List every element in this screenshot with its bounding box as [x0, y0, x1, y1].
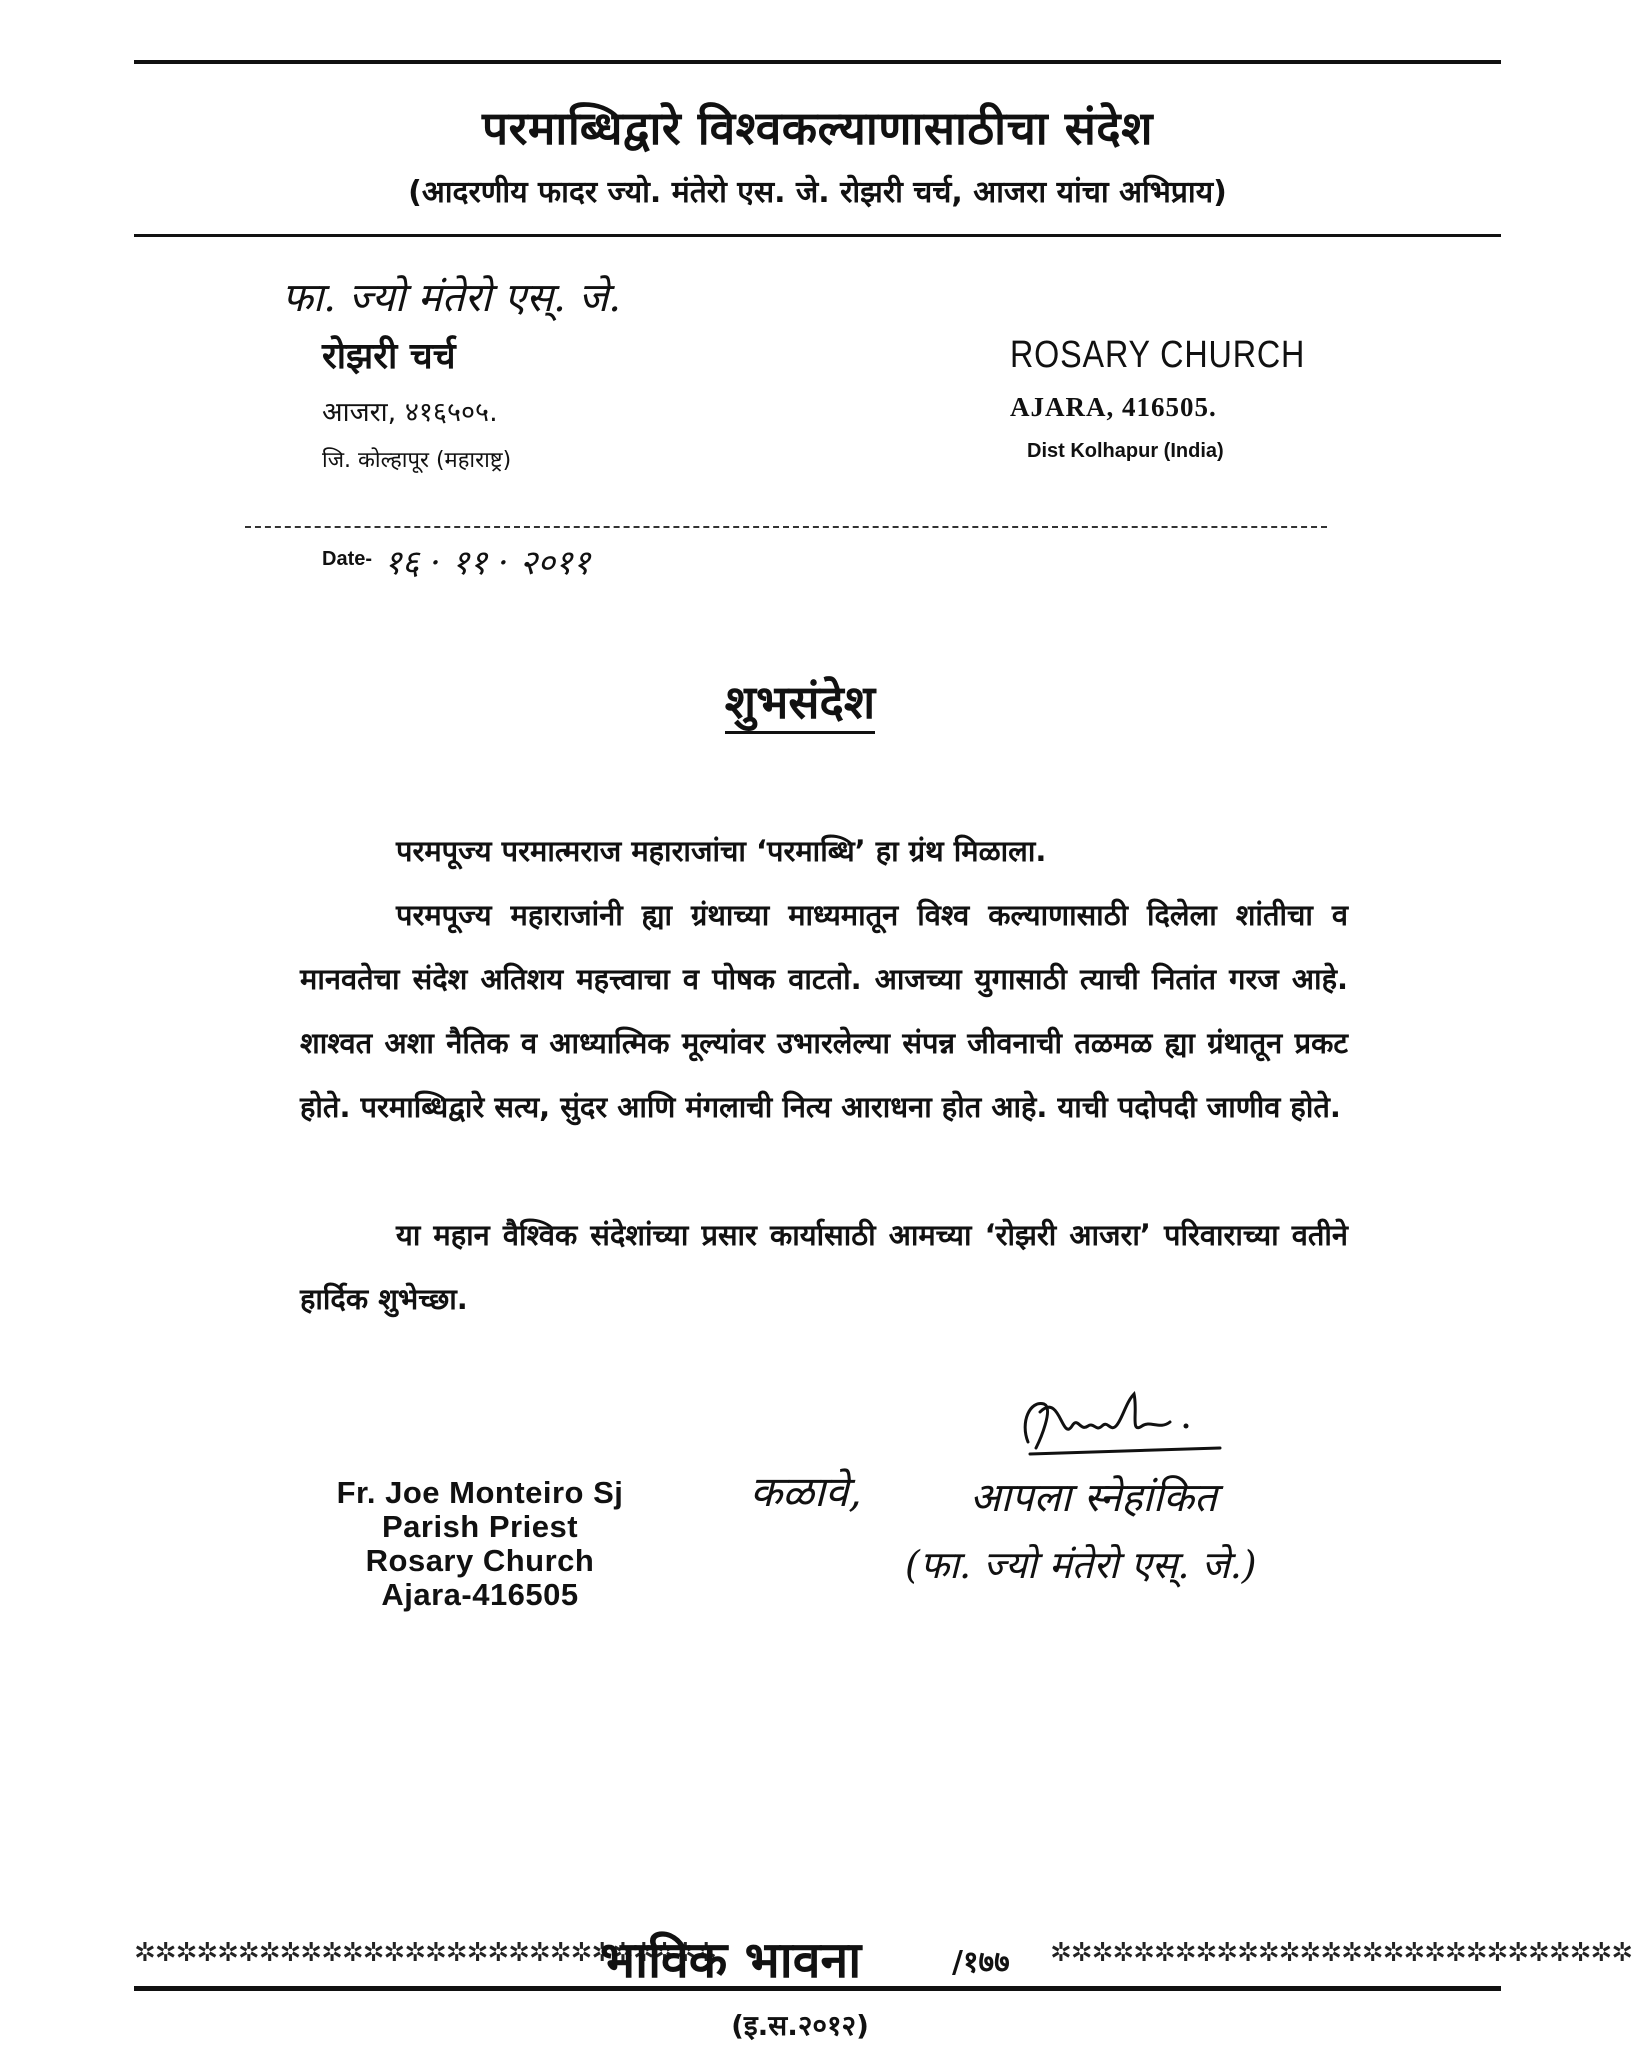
- page-number: /१७७: [952, 1945, 1010, 1980]
- town-english: AJARA, 416505.: [1010, 392, 1217, 422]
- church-name-english: ROSARY CHURCH: [1010, 334, 1306, 376]
- church-name-marathi: रोझरी चर्च: [322, 336, 456, 377]
- stamp-town: Ajara-416505: [381, 1577, 579, 1612]
- footer-ornament-right: ✲✲✲✲✲✲✲✲✲✲✲✲✲✲✲✲✲✲✲✲✲✲✲✲✲✲✲✲: [1050, 1938, 1632, 1968]
- handwritten-signature: [1010, 1382, 1230, 1462]
- footer-title: भाविक भावना: [600, 1931, 862, 1989]
- regards-text: आपला स्नेहांकित: [970, 1475, 1217, 1521]
- district-english: Dist Kolhapur (India): [1027, 440, 1224, 462]
- footer-ornament-left: ✲✲✲✲✲✲✲✲✲✲✲✲✲✲✲✲✲✲✲✲✲✲✲✲✲✲✲✲: [134, 1938, 716, 1968]
- date-label: Date-: [322, 548, 373, 570]
- date-value: १६ · ११ · २०११: [384, 543, 591, 583]
- paragraph-1: [300, 819, 1348, 883]
- letterhead-divider: [245, 526, 1327, 528]
- paragraph-3: [300, 1203, 1348, 1331]
- page-title: परमाब्धिद्वारे विश्वकल्याणासाठीचा संदेश: [481, 101, 1154, 155]
- top-rule: [134, 60, 1501, 64]
- paragraph-2-text: परमपूज्य महाराजांनी ह्या ग्रंथाच्या माध्यमातून विश्व कल्याणासाठी दिलेला शांतीचा व मानवतेचा संदेश अतिशय महत्त्वाचा व पोषक वाटतो. आजच्या युगासाठी त्याची नितांत गरज आहे. शाश्वत अशा नैतिक व आध्यात्मिक मूल्यांवर उभारलेल्या संपन्न जीवनाची तळमळ ह्या ग्रंथातून प्रकट होते. परमाब्धिद्वारे सत्य, सुंदर आणि मंगलाची नित्य आराधना होत आहे. याची पदोपदी जाणीव होते.: [300, 898, 1348, 1124]
- paragraph-1-text: परमपूज्य परमात्मराज महाराजांचा ‘परमाब्धि’ हा ग्रंथ मिळाला.: [396, 834, 1047, 868]
- signed-name: (फा. ज्यो मंतेरो एस्. जे.): [905, 1543, 1257, 1587]
- paragraph-2: [300, 883, 1348, 1139]
- page-subtitle: (आदरणीय फादर ज्यो. मंतेरो एस. जे. रोझरी चर्च, आजरा यांचा अभिप्राय): [408, 175, 1227, 210]
- paragraph-3-text: या महान वैश्विक संदेशांच्या प्रसार कार्यासाठी आमच्या ‘रोझरी आजरा’ परिवाराच्या वतीने हार्दिक शुभेच्छा.: [300, 1218, 1348, 1316]
- handwritten-name: फा. ज्यो मंतेरो एस्. जे.: [282, 275, 621, 321]
- letter-heading: [0, 670, 1600, 732]
- town-marathi: आजरा, ४१६५०५.: [322, 397, 498, 428]
- stamp-name: Fr. Joe Monteiro Sj: [336, 1475, 624, 1510]
- district-marathi: जि. कोल्हापूर (महाराष्ट्र): [322, 448, 512, 473]
- letter-heading-text: शुभसंदेश: [725, 675, 875, 734]
- stamp-church: Rosary Church: [365, 1543, 595, 1578]
- footer-year: (इ.स.२०१२): [731, 2009, 869, 2042]
- closing-text: कळावे,: [750, 1467, 862, 1516]
- stamp-title: Parish Priest: [381, 1509, 579, 1544]
- signature-stamp: [310, 1476, 650, 1612]
- header-bottom-rule: [134, 234, 1501, 237]
